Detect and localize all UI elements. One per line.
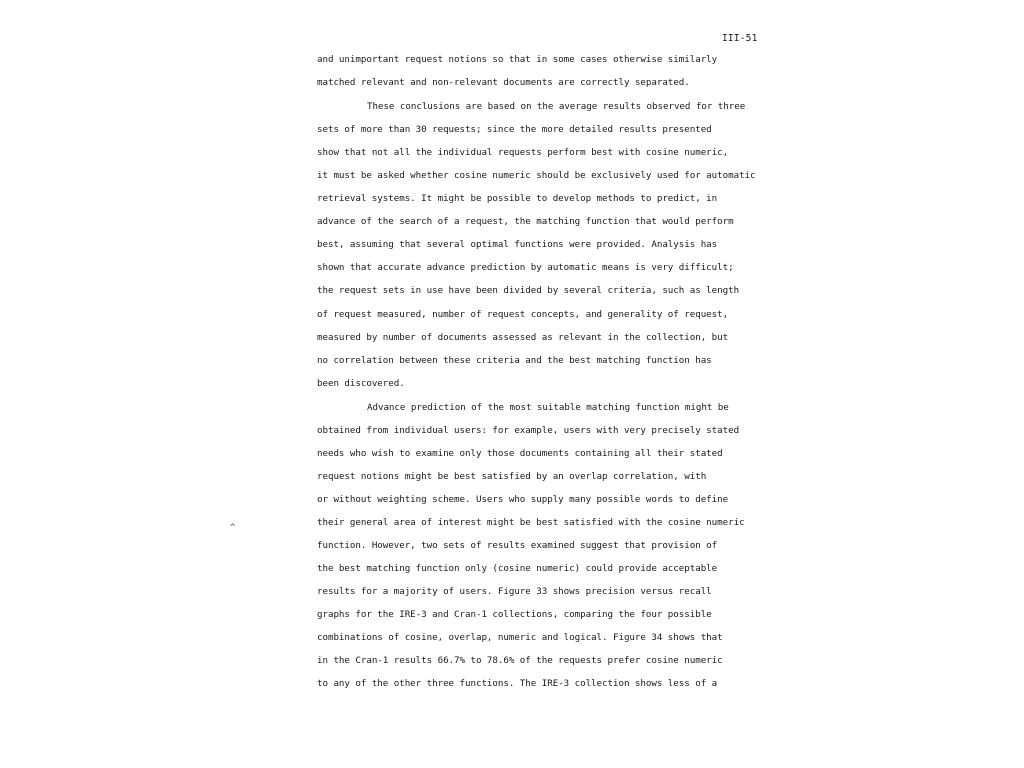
text-line: sets of more than 30 requests; since the more detailed results presented: [317, 124, 712, 135]
text-line: their general area of interest might be best satisfied with the cosine numeric: [317, 517, 745, 528]
text-line: needs who wish to examine only those documents containing all their stated: [317, 448, 723, 459]
paragraph-first-line: These conclusions are based on the average results observed for three: [367, 101, 746, 112]
text-line: measured by number of documents assessed as relevant in the collection, but: [317, 332, 729, 343]
text-line: or without weighting scheme. Users who supply many possible words to define: [317, 494, 729, 505]
text-line: in the Cran-1 results 66.7% to 78.6% of the requests prefer cosine numeric: [317, 655, 723, 666]
margin-mark: ^: [230, 523, 236, 533]
text-line: and unimportant request notions so that in some cases otherwise similarly: [317, 54, 718, 65]
text-line: retrieval systems. It might be possible to develop methods to predict, in: [317, 193, 718, 204]
text-line: advance of the search of a request, the matching function that would perform: [317, 216, 734, 227]
text-line: the request sets in use have been divided by several criteria, such as length: [317, 285, 740, 296]
text-line: combinations of cosine, overlap, numeric and logical. Figure 34 shows that: [317, 632, 723, 643]
text-line: no correlation between these criteria and the best matching function has: [317, 355, 712, 366]
text-line: matched relevant and non-relevant documents are correctly separated.: [317, 77, 690, 88]
text-line: request notions might be best satisfied by an overlap correlation, with: [317, 471, 707, 482]
text-line: graphs for the IRE-3 and Cran-1 collections, comparing the four possible: [317, 609, 712, 620]
text-line: of request measured, number of request concepts, and generality of request,: [317, 309, 729, 320]
text-line: best, assuming that several optimal functions were provided. Analysis has: [317, 239, 718, 250]
text-line: show that not all the individual requests perform best with cosine numeric,: [317, 147, 729, 158]
text-line: function. However, two sets of results examined suggest that provision of: [317, 540, 718, 551]
text-line: the best matching function only (cosine numeric) could provide acceptable: [317, 563, 718, 574]
text-line: shown that accurate advance prediction by automatic means is very difficult;: [317, 262, 734, 273]
text-line: obtained from individual users: for example, users with very precisely stated: [317, 425, 740, 436]
text-line: results for a majority of users. Figure 33 shows precision versus recall: [317, 586, 712, 597]
text-line: been discovered.: [317, 378, 405, 389]
text-line: to any of the other three functions. The IRE-3 collection shows less of a: [317, 678, 718, 689]
text-line: it must be asked whether cosine numeric should be exclusively used for automatic: [317, 170, 756, 181]
paragraph-first-line: Advance prediction of the most suitable matching function might be: [367, 402, 729, 413]
page-number: III-51: [722, 33, 758, 44]
